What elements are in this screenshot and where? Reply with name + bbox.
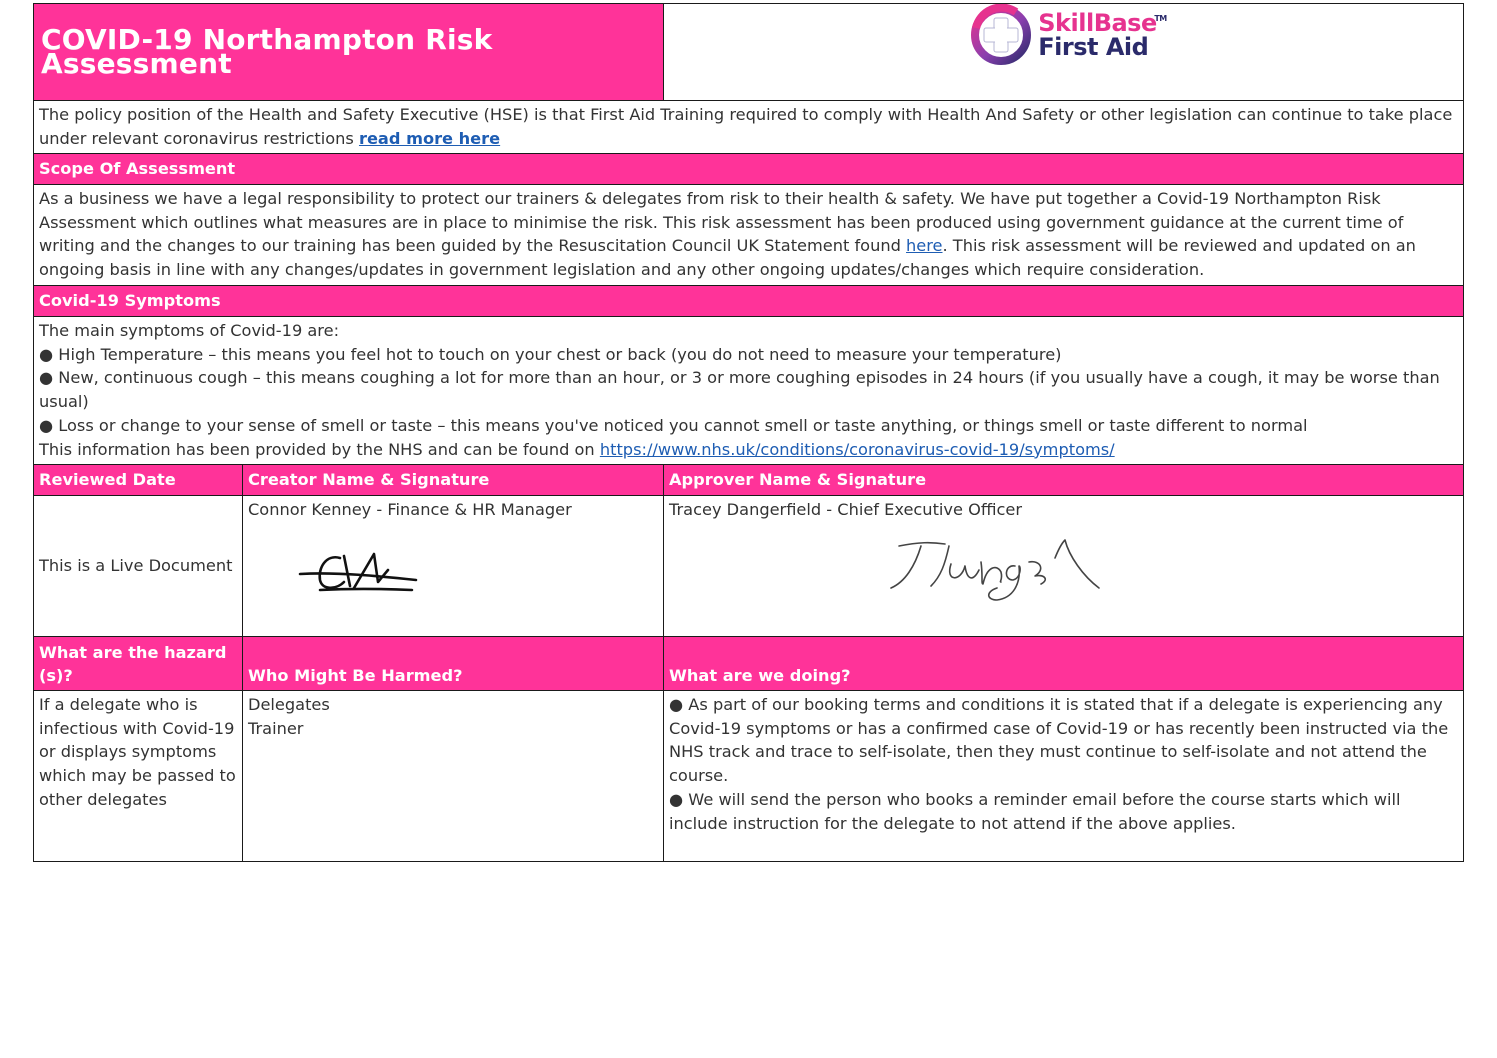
nhs-symptoms-link[interactable]: https://www.nhs.uk/conditions/coronavirus-covid-19/symptoms/	[599, 439, 1115, 459]
first-aid-cross-icon	[970, 4, 1032, 66]
action-item: ● As part of our booking terms and conditions it is stated that if a delegate is experiencing any Covid-19 symptoms or has a confirmed case of Covid-19 or has recently been instructed via the NHS track and trace to self-isolate, then they must continue to self-isolate and not attend the course.	[669, 695, 1449, 786]
reviewed-date-heading: Reviewed Date	[34, 465, 243, 496]
source-text: This information has been provided by the NHS and can be found on	[39, 439, 600, 459]
symptoms-heading: Covid-19 Symptoms	[34, 286, 1464, 317]
policy-statement	[34, 101, 1464, 154]
scope-heading: Scope Of Assessment	[34, 154, 1464, 185]
reviewed-date-value: This is a Live Document	[34, 496, 243, 637]
symptom-item: ● High Temperature – this means you feel hot to touch on your chest or back (you do not need to measure your temperature)	[39, 344, 1062, 364]
creator-cell	[243, 496, 664, 637]
logo-tm: TM	[1154, 14, 1167, 23]
risk-assessment-table	[33, 3, 1464, 862]
hazard-heading: What are the hazard (s)?	[34, 637, 243, 691]
approver-name: Tracey Dangerfield - Chief Executive Officer	[669, 500, 1023, 519]
symptoms-intro: The main symptoms of Covid-19 are:	[39, 321, 340, 340]
symptom-item: ● Loss or change to your sense of smell or taste – this means you've noticed you cannot smell or taste anything, or things smell or taste different to normal	[39, 415, 1308, 435]
approver-heading: Approver Name & Signature	[664, 465, 1464, 496]
hazard-description: If a delegate who is infectious with Covid-19 or displays symptoms which may be passed to other delegates	[34, 691, 243, 862]
logo-product: First Aid	[1038, 33, 1149, 61]
creator-signature	[248, 536, 664, 606]
symptoms-text	[34, 317, 1464, 465]
logo	[664, 4, 1464, 101]
harmed-item: Delegates	[248, 695, 330, 714]
scope-text-part: . This risk assessment will be reviewed and updated on an ongoing basis in line with any changes/updates in government legislation and any other ongoing updates/changes which require consideration.	[39, 236, 1416, 280]
page-title: COVID-19 Northampton Risk Assessment	[34, 4, 664, 101]
logo-brand: SkillBase	[1038, 9, 1157, 37]
resuscitation-council-link[interactable]: here	[906, 236, 943, 256]
symptom-item: ● New, continuous cough – this means coughing a lot for more than an hour, or 3 or more coughing episodes in 24 hours (if you usually have a cough, it may be worse than usual)	[39, 368, 1440, 412]
creator-name: Connor Kenney - Finance & HR Manager	[248, 500, 572, 519]
read-more-link[interactable]: read more here	[358, 128, 501, 148]
approver-signature	[669, 536, 1459, 616]
approver-cell	[664, 496, 1464, 637]
action-item: ● We will send the person who books a reminder email before the course starts which will include instruction for the delegate to not attend if the above applies.	[669, 789, 1401, 833]
what-doing-heading: What are we doing?	[664, 637, 1464, 691]
symptoms-source	[39, 438, 1458, 462]
actions-list	[664, 691, 1464, 862]
scope-text-part: As a business we have a legal responsibility to protect our trainers & delegates from risk to their health & safety. We have put together a Covid-19 Northampton Risk Assessment which outlines what measures are in place to minimise the risk. This risk assessment has been produced using government guidance at the current time of writing and the changes to our training has been guided by the Resuscitation Council UK Statement found	[39, 189, 1404, 256]
scope-text	[34, 185, 1464, 286]
who-harmed-heading: Who Might Be Harmed?	[243, 637, 664, 691]
creator-heading: Creator Name & Signature	[243, 465, 664, 496]
policy-text: The policy position of the Health and Safety Executive (HSE) is that First Aid Training required to comply with Health And Safety or other legislation can continue to take place under relevant coronavirus restrictions	[39, 105, 1453, 148]
harmed-item: Trainer	[248, 718, 304, 738]
who-harmed-list	[243, 691, 664, 862]
